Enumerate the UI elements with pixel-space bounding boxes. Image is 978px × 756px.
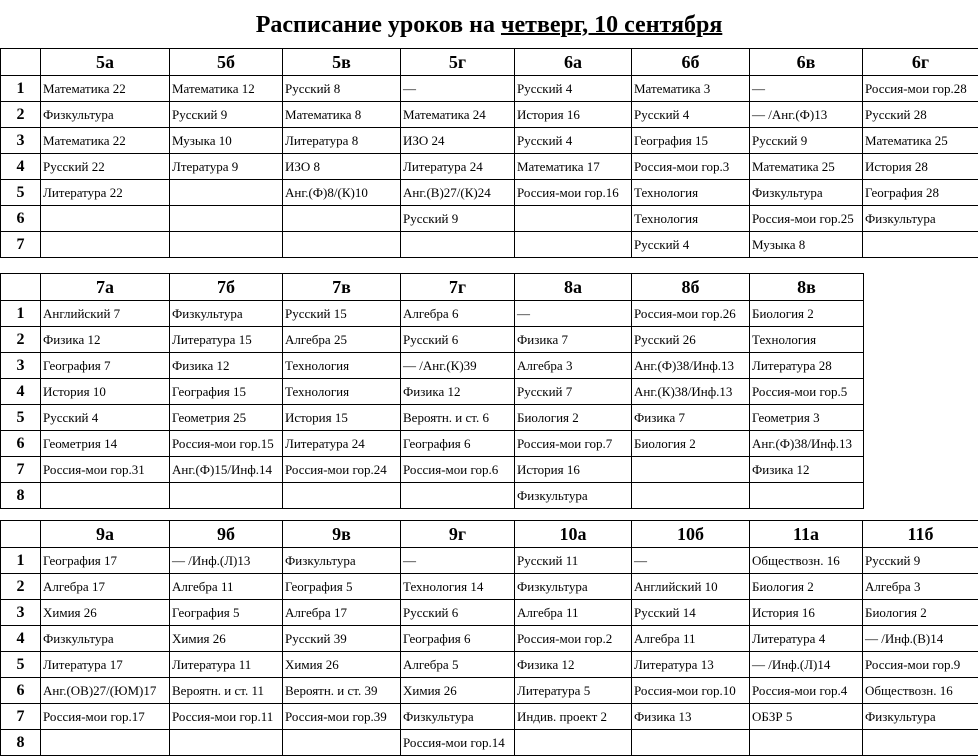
- lesson-number: 6: [1, 678, 41, 704]
- lesson-cell: Русский 4: [632, 232, 750, 258]
- corner-cell: [1, 521, 41, 548]
- lesson-cell: Технология: [632, 206, 750, 232]
- lesson-number: 2: [1, 327, 41, 353]
- lesson-cell: [632, 457, 750, 483]
- lesson-cell: Математика 25: [863, 128, 978, 154]
- lesson-cell: Английский 7: [41, 301, 170, 327]
- class-header: 11б: [863, 521, 978, 548]
- lesson-cell: Математика 22: [41, 76, 170, 102]
- lesson-cell: Россия-мои гор.24: [283, 457, 401, 483]
- lesson-cell: Технология: [283, 353, 401, 379]
- lesson-cell: Математика 24: [401, 102, 515, 128]
- lesson-number: 1: [1, 301, 41, 327]
- lesson-row: [1, 180, 978, 206]
- lesson-cell: —: [515, 301, 632, 327]
- lesson-number: 4: [1, 379, 41, 405]
- lesson-number: 7: [1, 232, 41, 258]
- lesson-cell: Математика 8: [283, 102, 401, 128]
- lesson-cell: Анг.(Ф)38/Инф.13: [632, 353, 750, 379]
- lesson-cell: [515, 232, 632, 258]
- lesson-cell: Геометрия 3: [750, 405, 864, 431]
- lesson-cell: Вероятн. и ст. 6: [401, 405, 515, 431]
- title-day: четверг, 10 сентября: [500, 12, 723, 38]
- lesson-cell: Русский 6: [401, 327, 515, 353]
- lesson-cell: Биология 2: [632, 431, 750, 457]
- lesson-cell: Вероятн. и ст. 39: [283, 678, 401, 704]
- lesson-cell: Технология 14: [401, 574, 515, 600]
- class-header: 9б: [170, 521, 283, 548]
- lesson-row: [1, 626, 978, 652]
- lesson-cell: История 16: [750, 600, 863, 626]
- lesson-row: [1, 206, 978, 232]
- lesson-cell: Алгебра 3: [515, 353, 632, 379]
- lesson-cell: География 6: [401, 431, 515, 457]
- lesson-number: 8: [1, 483, 41, 509]
- title-prefix: Расписание уроков на: [255, 12, 501, 38]
- lesson-row: [1, 652, 978, 678]
- lesson-cell: Литература 24: [401, 154, 515, 180]
- lesson-number: 3: [1, 600, 41, 626]
- class-header: 7б: [170, 274, 283, 301]
- lesson-row: [1, 327, 864, 353]
- lesson-cell: Физкультура: [863, 704, 978, 730]
- lesson-cell: [170, 180, 283, 206]
- lesson-cell: Русский 39: [283, 626, 401, 652]
- lesson-cell: Алгебра 11: [632, 626, 750, 652]
- lesson-cell: Обществозн. 16: [750, 548, 863, 574]
- lesson-cell: [515, 206, 632, 232]
- lesson-cell: История 15: [283, 405, 401, 431]
- lesson-cell: Россия-мои гор.11: [170, 704, 283, 730]
- lesson-cell: [283, 232, 401, 258]
- lesson-cell: Русский 7: [515, 379, 632, 405]
- lesson-cell: Литература 5: [515, 678, 632, 704]
- lesson-cell: Анг.(Ф)38/Инф.13: [750, 431, 864, 457]
- page-title: [0, 10, 978, 40]
- lesson-row: [1, 730, 978, 756]
- lesson-cell: Индив. проект 2: [515, 704, 632, 730]
- lesson-cell: [283, 206, 401, 232]
- class-header: 6в: [750, 49, 863, 76]
- lesson-cell: Обществозн. 16: [863, 678, 978, 704]
- lesson-row: [1, 128, 978, 154]
- lesson-cell: Россия-мои гор.15: [170, 431, 283, 457]
- lesson-row: [1, 457, 864, 483]
- lesson-row: [1, 574, 978, 600]
- lesson-cell: Физика 13: [632, 704, 750, 730]
- lesson-cell: География 5: [170, 600, 283, 626]
- lesson-cell: Литература 11: [170, 652, 283, 678]
- lesson-number: 2: [1, 574, 41, 600]
- lesson-cell: География 7: [41, 353, 170, 379]
- lesson-cell: Алгебра 3: [863, 574, 978, 600]
- lesson-cell: Россия-мои гор.25: [750, 206, 863, 232]
- lesson-cell: История 10: [41, 379, 170, 405]
- lesson-cell: [632, 730, 750, 756]
- lesson-cell: Технология: [632, 180, 750, 206]
- lesson-cell: География 15: [170, 379, 283, 405]
- lesson-cell: Русский 26: [632, 327, 750, 353]
- lesson-cell: Математика 17: [515, 154, 632, 180]
- lesson-cell: Литература 8: [283, 128, 401, 154]
- lesson-cell: Россия-мои гор.39: [283, 704, 401, 730]
- lesson-cell: Русский 28: [863, 102, 978, 128]
- lesson-cell: Россия-мои гор.16: [515, 180, 632, 206]
- lesson-cell: [41, 483, 170, 509]
- lesson-cell: Анг.(Ф)15/Инф.14: [170, 457, 283, 483]
- lesson-cell: [750, 483, 864, 509]
- lesson-cell: [170, 730, 283, 756]
- lesson-cell: ИЗО 24: [401, 128, 515, 154]
- lesson-cell: Физика 7: [515, 327, 632, 353]
- lesson-cell: Физика 12: [41, 327, 170, 353]
- lesson-cell: География 15: [632, 128, 750, 154]
- lesson-cell: География 17: [41, 548, 170, 574]
- lesson-row: [1, 232, 978, 258]
- class-header: 7г: [401, 274, 515, 301]
- lesson-cell: Лтература 9: [170, 154, 283, 180]
- lesson-row: [1, 379, 864, 405]
- lesson-cell: Физкультура: [170, 301, 283, 327]
- header-row: [1, 521, 978, 548]
- lesson-number: 3: [1, 128, 41, 154]
- lesson-cell: Русский 11: [515, 548, 632, 574]
- lesson-cell: Музыка 8: [750, 232, 863, 258]
- class-header: 5б: [170, 49, 283, 76]
- lesson-row: [1, 678, 978, 704]
- lesson-cell: Физкультура: [283, 548, 401, 574]
- lesson-cell: — /Анг.(К)39: [401, 353, 515, 379]
- lesson-cell: [170, 232, 283, 258]
- lesson-cell: Русский 4: [515, 76, 632, 102]
- lesson-cell: Технология: [750, 327, 864, 353]
- lesson-cell: Россия-мои гор.10: [632, 678, 750, 704]
- lesson-cell: Физкультура: [401, 704, 515, 730]
- lesson-cell: Алгебра 25: [283, 327, 401, 353]
- lesson-cell: География 5: [283, 574, 401, 600]
- lesson-cell: История 16: [515, 457, 632, 483]
- lesson-cell: ОБЗР 5: [750, 704, 863, 730]
- class-header: 10б: [632, 521, 750, 548]
- class-header: 9в: [283, 521, 401, 548]
- lesson-cell: Геометрия 14: [41, 431, 170, 457]
- lesson-cell: [170, 206, 283, 232]
- lesson-cell: Алгебра 11: [515, 600, 632, 626]
- lesson-number: 7: [1, 704, 41, 730]
- class-header: 7в: [283, 274, 401, 301]
- lesson-cell: Технология: [283, 379, 401, 405]
- lesson-cell: Химия 26: [401, 678, 515, 704]
- class-header: 9а: [41, 521, 170, 548]
- lesson-cell: Россия-мои гор.7: [515, 431, 632, 457]
- lesson-cell: Физкультура: [41, 102, 170, 128]
- lesson-cell: [632, 483, 750, 509]
- lesson-cell: Русский 8: [283, 76, 401, 102]
- lesson-cell: Математика 12: [170, 76, 283, 102]
- lesson-cell: Алгебра 17: [41, 574, 170, 600]
- lesson-cell: Алгебра 17: [283, 600, 401, 626]
- lesson-cell: [283, 730, 401, 756]
- lesson-cell: Музыка 10: [170, 128, 283, 154]
- class-header: 10а: [515, 521, 632, 548]
- lesson-cell: [401, 483, 515, 509]
- lesson-number: 4: [1, 626, 41, 652]
- class-header: 6а: [515, 49, 632, 76]
- lesson-number: 1: [1, 76, 41, 102]
- lesson-number: 1: [1, 548, 41, 574]
- lesson-cell: [863, 730, 978, 756]
- lesson-cell: Анг.(К)38/Инф.13: [632, 379, 750, 405]
- corner-cell: [1, 49, 41, 76]
- lesson-row: [1, 76, 978, 102]
- lesson-cell: Анг.(Ф)8/(К)10: [283, 180, 401, 206]
- lesson-cell: ИЗО 8: [283, 154, 401, 180]
- lesson-cell: Литература 24: [283, 431, 401, 457]
- lesson-cell: Россия-мои гор.3: [632, 154, 750, 180]
- lesson-cell: [41, 206, 170, 232]
- lesson-cell: — /Инф.(В)14: [863, 626, 978, 652]
- lesson-row: [1, 704, 978, 730]
- lesson-row: [1, 483, 864, 509]
- class-header: 6г: [863, 49, 978, 76]
- lesson-number: 5: [1, 180, 41, 206]
- corner-cell: [1, 274, 41, 301]
- class-header: 8в: [750, 274, 864, 301]
- lesson-cell: Биология 2: [515, 405, 632, 431]
- lesson-cell: Россия-мои гор.14: [401, 730, 515, 756]
- lesson-cell: Русский 9: [750, 128, 863, 154]
- lesson-cell: Алгебра 5: [401, 652, 515, 678]
- lesson-cell: [170, 483, 283, 509]
- lesson-cell: [863, 232, 978, 258]
- lesson-cell: Русский 14: [632, 600, 750, 626]
- lesson-cell: Физика 12: [750, 457, 864, 483]
- lesson-cell: География 6: [401, 626, 515, 652]
- lesson-cell: Физика 12: [515, 652, 632, 678]
- schedule-table-grades-9-11: [0, 520, 978, 756]
- lesson-cell: Литература 13: [632, 652, 750, 678]
- lesson-cell: Английский 10: [632, 574, 750, 600]
- lesson-number: 6: [1, 206, 41, 232]
- lesson-cell: Математика 25: [750, 154, 863, 180]
- lesson-cell: Анг.(ОВ)27/(ЮМ)17: [41, 678, 170, 704]
- lesson-cell: [750, 730, 863, 756]
- lesson-cell: Физика 12: [401, 379, 515, 405]
- lesson-cell: Русский 9: [170, 102, 283, 128]
- lesson-cell: Россия-мои гор.2: [515, 626, 632, 652]
- lesson-cell: Алгебра 6: [401, 301, 515, 327]
- class-header: 9г: [401, 521, 515, 548]
- lesson-cell: —: [750, 76, 863, 102]
- lesson-cell: —: [632, 548, 750, 574]
- class-header: 8а: [515, 274, 632, 301]
- lesson-cell: Россия-мои гор.26: [632, 301, 750, 327]
- lesson-number: 6: [1, 431, 41, 457]
- lesson-cell: — /Анг.(Ф)13: [750, 102, 863, 128]
- lesson-cell: Вероятн. и ст. 11: [170, 678, 283, 704]
- lesson-cell: Биология 2: [863, 600, 978, 626]
- lesson-cell: Русский 22: [41, 154, 170, 180]
- lesson-cell: Россия-мои гор.17: [41, 704, 170, 730]
- lesson-cell: Литература 22: [41, 180, 170, 206]
- class-header: 11а: [750, 521, 863, 548]
- lesson-cell: Физкультура: [515, 574, 632, 600]
- lesson-cell: Россия-мои гор.28: [863, 76, 978, 102]
- lesson-cell: Россия-мои гор.5: [750, 379, 864, 405]
- lesson-row: [1, 301, 864, 327]
- lesson-cell: География 28: [863, 180, 978, 206]
- lesson-cell: Химия 26: [283, 652, 401, 678]
- lesson-cell: — /Инф.(Л)13: [170, 548, 283, 574]
- lesson-cell: История 28: [863, 154, 978, 180]
- lesson-cell: Русский 4: [41, 405, 170, 431]
- lesson-row: [1, 154, 978, 180]
- lesson-cell: Физика 12: [170, 353, 283, 379]
- class-header: 5в: [283, 49, 401, 76]
- lesson-cell: Литература 17: [41, 652, 170, 678]
- lesson-row: [1, 102, 978, 128]
- lesson-row: [1, 600, 978, 626]
- lesson-cell: Физика 7: [632, 405, 750, 431]
- lesson-cell: Анг.(В)27/(К)24: [401, 180, 515, 206]
- lesson-row: [1, 405, 864, 431]
- lesson-number: 8: [1, 730, 41, 756]
- lesson-cell: Математика 22: [41, 128, 170, 154]
- lesson-cell: Литература 15: [170, 327, 283, 353]
- lesson-cell: Физкультура: [863, 206, 978, 232]
- lesson-cell: Россия-мои гор.9: [863, 652, 978, 678]
- lesson-cell: Математика 3: [632, 76, 750, 102]
- class-header: 7а: [41, 274, 170, 301]
- lesson-cell: —: [401, 76, 515, 102]
- lesson-cell: История 16: [515, 102, 632, 128]
- lesson-row: [1, 431, 864, 457]
- class-header: 5г: [401, 49, 515, 76]
- lesson-cell: Россия-мои гор.4: [750, 678, 863, 704]
- lesson-cell: [401, 232, 515, 258]
- lesson-cell: Русский 4: [515, 128, 632, 154]
- lesson-cell: Литература 28: [750, 353, 864, 379]
- lesson-cell: Физкультура: [41, 626, 170, 652]
- lesson-cell: Россия-мои гор.6: [401, 457, 515, 483]
- lesson-number: 4: [1, 154, 41, 180]
- lesson-cell: Русский 9: [401, 206, 515, 232]
- lesson-number: 5: [1, 405, 41, 431]
- lesson-cell: [41, 232, 170, 258]
- lesson-cell: Химия 26: [170, 626, 283, 652]
- lesson-number: 2: [1, 102, 41, 128]
- lesson-cell: Россия-мои гор.31: [41, 457, 170, 483]
- schedule-table-grades-7-8: [0, 273, 864, 509]
- lesson-cell: — /Инф.(Л)14: [750, 652, 863, 678]
- header-row: [1, 49, 978, 76]
- lesson-cell: [283, 483, 401, 509]
- schedule-table-grades-5-6: [0, 48, 978, 258]
- lesson-number: 7: [1, 457, 41, 483]
- lesson-cell: —: [401, 548, 515, 574]
- lesson-cell: Химия 26: [41, 600, 170, 626]
- lesson-cell: Геометрия 25: [170, 405, 283, 431]
- lesson-cell: [41, 730, 170, 756]
- lesson-cell: [515, 730, 632, 756]
- lesson-cell: Литература 4: [750, 626, 863, 652]
- lesson-row: [1, 548, 978, 574]
- lesson-cell: Русский 4: [632, 102, 750, 128]
- lesson-cell: Биология 2: [750, 301, 864, 327]
- class-header: 8б: [632, 274, 750, 301]
- lesson-cell: Алгебра 11: [170, 574, 283, 600]
- lesson-cell: Биология 2: [750, 574, 863, 600]
- class-header: 6б: [632, 49, 750, 76]
- class-header: 5а: [41, 49, 170, 76]
- lesson-cell: Русский 9: [863, 548, 978, 574]
- lesson-number: 5: [1, 652, 41, 678]
- lesson-cell: Русский 15: [283, 301, 401, 327]
- lesson-row: [1, 353, 864, 379]
- lesson-cell: Физкультура: [750, 180, 863, 206]
- header-row: [1, 274, 864, 301]
- lesson-cell: Русский 6: [401, 600, 515, 626]
- lesson-number: 3: [1, 353, 41, 379]
- lesson-cell: Физкультура: [515, 483, 632, 509]
